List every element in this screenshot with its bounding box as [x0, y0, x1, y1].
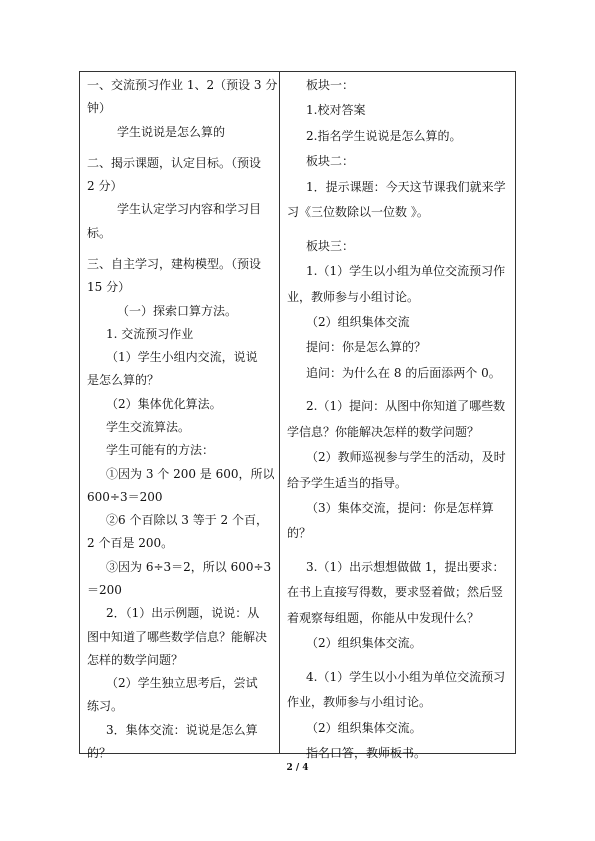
- right-line: 板块二：: [306, 154, 355, 168]
- right-line: 着观察每组题，你能从中发现什么？: [287, 611, 480, 625]
- right-line: （2）组织集体交流: [306, 315, 410, 329]
- left-line: ③因为 6÷3＝2，所以 600÷3: [106, 560, 272, 574]
- left-line: 二、揭示课题，认定目标。（预设: [87, 156, 262, 170]
- left-line: 学生说说是怎么算的: [117, 125, 226, 139]
- left-line: 15 分）: [87, 280, 131, 294]
- left-line: 学生交流算法。: [106, 420, 191, 434]
- right-line: 的？: [287, 526, 312, 540]
- left-line: （2）学生独立思考后，尝试: [106, 676, 258, 690]
- right-line: 指名口答，教师板书。: [306, 746, 427, 760]
- right-line: 2.指名学生说说是怎么算的。: [306, 129, 462, 143]
- left-line: 1. 交流预习作业: [106, 327, 194, 341]
- left-line: 的？: [87, 746, 112, 760]
- left-line: 一、交流预习作业 1、2（预设 3 分: [87, 78, 278, 92]
- right-line: （2）教师巡视参与学生的活动，及时: [306, 450, 506, 464]
- left-line: ＝200: [87, 583, 122, 597]
- right-line: 1.（1）学生以小组为单位交流预习作: [306, 264, 506, 278]
- left-line: 2．（1）出示例题，说说：从: [106, 606, 260, 620]
- left-line: 是怎么算的？: [87, 373, 160, 387]
- right-line: 1．提示课题：今天这节课我们就来学: [306, 180, 506, 194]
- right-line: 提问：你是怎么算的？: [306, 340, 427, 354]
- right-line: （3）集体交流，提问：你是怎样算: [306, 501, 494, 515]
- left-line: （一）探索口算方法。: [117, 304, 238, 318]
- right-line: 业，教师参与小组讨论。: [287, 290, 420, 304]
- left-line: 练习。: [87, 699, 124, 713]
- right-line: 习《三位数除以一位数 》。: [287, 205, 429, 219]
- left-line: （2）集体优化算法。: [106, 397, 222, 411]
- right-line: （2）组织集体交流。: [306, 721, 422, 735]
- left-line: ②6 个百除以 3 等于 2 个百，: [106, 513, 268, 527]
- left-line: 怎样的数学问题？: [87, 653, 184, 667]
- right-line: 学信息？你能解决怎样的数学问题？: [287, 425, 480, 439]
- left-line: 学生认定学习内容和学习目: [117, 202, 262, 216]
- right-line: 2.（1）提问：从图中你知道了哪些数: [306, 399, 506, 413]
- left-line: （1）学生小组内交流，说说: [106, 350, 258, 364]
- left-line: 三、自主学习，建构模型。（预设: [87, 257, 262, 271]
- right-line: 板块三：: [306, 239, 355, 253]
- left-line: 学生可能有的方法：: [106, 443, 215, 457]
- right-line: 作业，教师参与小组讨论。: [287, 695, 432, 709]
- left-line: 3．集体交流：说说是怎么算: [106, 723, 258, 737]
- left-line: ①因为 3 个 200 是 600，所以: [106, 467, 275, 481]
- right-line: 4.（1）学生以小小组为单位交流预习: [306, 670, 506, 684]
- left-line: 2 个百是 200。: [87, 536, 174, 550]
- left-line: 标。: [87, 226, 112, 240]
- right-line: 追问：为什么在 8 的后面添两个 0。: [306, 366, 501, 380]
- right-line: （2）组织集体交流。: [306, 636, 422, 650]
- right-line: 给予学生适当的指导。: [287, 476, 408, 490]
- right-line: 3.（1）出示想想做做 1，提出要求：: [306, 560, 505, 574]
- left-line: 图中知道了哪些数学信息？能解决: [87, 630, 268, 644]
- left-line: 600÷3＝200: [87, 490, 163, 504]
- left-line: 2 分）: [87, 179, 123, 193]
- right-line: 板块一：: [306, 78, 355, 92]
- page-number: 2 / 4: [286, 763, 309, 773]
- right-line: 1.校对答案: [306, 103, 366, 117]
- right-line: 在书上直接写得数，要求竖着做；然后竖: [287, 585, 504, 599]
- column-divider: [279, 71, 280, 754]
- left-line: 钟）: [87, 101, 112, 115]
